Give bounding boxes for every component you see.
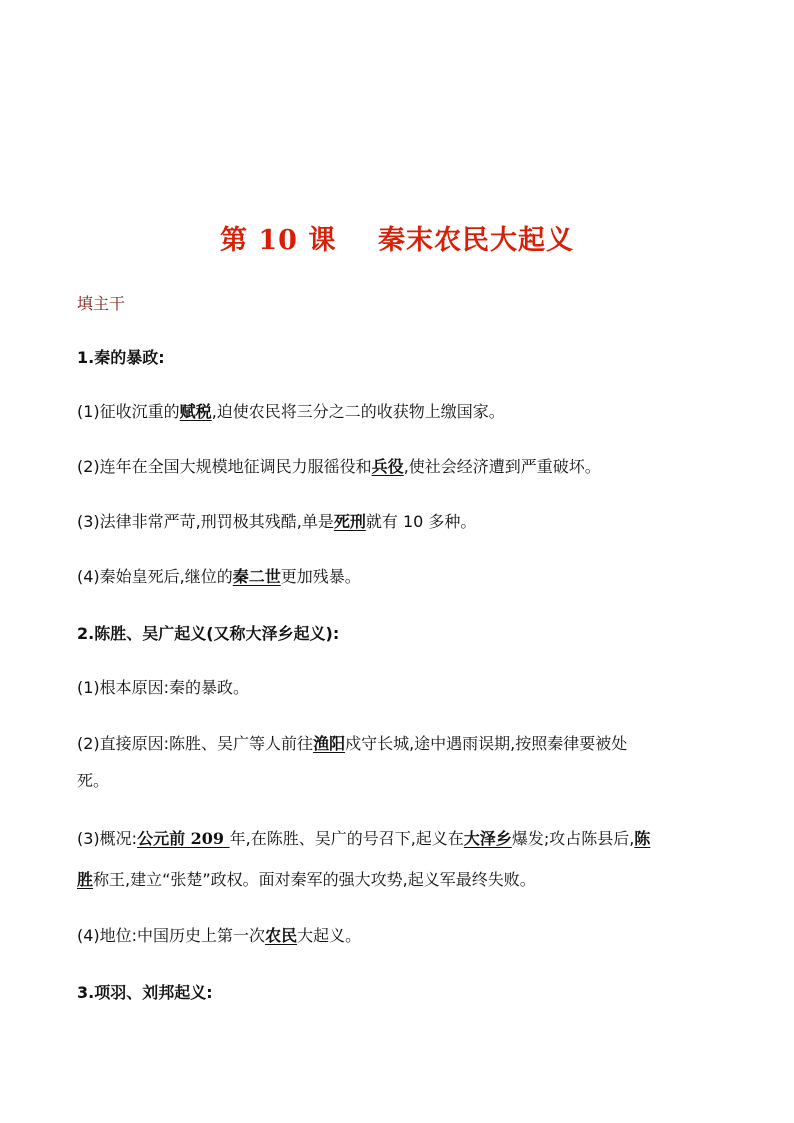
lesson-title: 第 10 课 秦末农民大起义 — [220, 225, 574, 256]
section-1-item-3 — [77, 511, 476, 533]
answer-blank: 胜 — [77, 870, 94, 889]
section-2-item-3-continued — [77, 869, 536, 891]
item-text: (2)连年在全国大规模地征调民力服徭役和 — [77, 457, 372, 476]
section-1-item-1 — [77, 401, 505, 423]
answer-blank: 农民 — [265, 926, 298, 945]
item-text: 称王,建立“张楚”政权。面对秦军的强大攻势,起义军最终失败。 — [93, 870, 536, 889]
item-text: 戍守长城,途中遇雨误期,按照秦律要被处 — [345, 734, 628, 753]
answer-blank: 公元前 209 — [137, 829, 230, 848]
item-text: 更加残暴。 — [280, 567, 361, 586]
item-text: 大起义。 — [297, 926, 362, 945]
section-3-heading: 3.项羽、刘邦起义: — [77, 983, 213, 1002]
item-text: 就有 10 多种。 — [365, 512, 477, 531]
answer-blank: 死刑 — [333, 512, 366, 531]
section-label: 填主干 — [77, 294, 126, 313]
item-text: (1)征收沉重的 — [77, 402, 180, 421]
answer-blank: 兵役 — [371, 457, 404, 476]
section-2-item-2 — [77, 733, 627, 755]
section-2-item-2-continued: 死。 — [77, 771, 110, 790]
section-2-item-3 — [77, 828, 650, 850]
section-1-heading: 1.秦的暴政: — [77, 348, 165, 367]
section-2-heading: 2.陈胜、吴广起义(又称大泽乡起义): — [77, 624, 340, 643]
item-text: ,使社会经济遭到严重破坏。 — [403, 457, 601, 476]
item-text: 爆发;攻占陈县后, — [511, 829, 635, 848]
item-text: (3)法律非常严苛,刑罚极其残酷,单是 — [77, 512, 334, 531]
item-text: (4)地位:中国历史上第一次 — [77, 926, 266, 945]
answer-blank: 渔阳 — [313, 734, 346, 753]
item-text: ,迫使农民将三分之二的收获物上缴国家。 — [211, 402, 505, 421]
item-text: 年,在陈胜、吴广的号召下,起义在 — [229, 829, 464, 848]
section-1-item-2 — [77, 456, 601, 478]
answer-blank: 大泽乡 — [463, 829, 512, 848]
item-text: (4)秦始皇死后,继位的 — [77, 567, 233, 586]
answer-blank: 赋税 — [179, 402, 212, 421]
section-2-item-1: (1)根本原因:秦的暴政。 — [77, 678, 250, 697]
section-2-item-4 — [77, 925, 361, 947]
item-text: (2)直接原因:陈胜、吴广等人前往 — [77, 734, 314, 753]
item-text: (3)概况: — [77, 829, 138, 848]
answer-blank: 秦二世 — [232, 567, 281, 586]
section-1-item-4 — [77, 566, 361, 588]
answer-blank: 陈 — [634, 829, 651, 848]
